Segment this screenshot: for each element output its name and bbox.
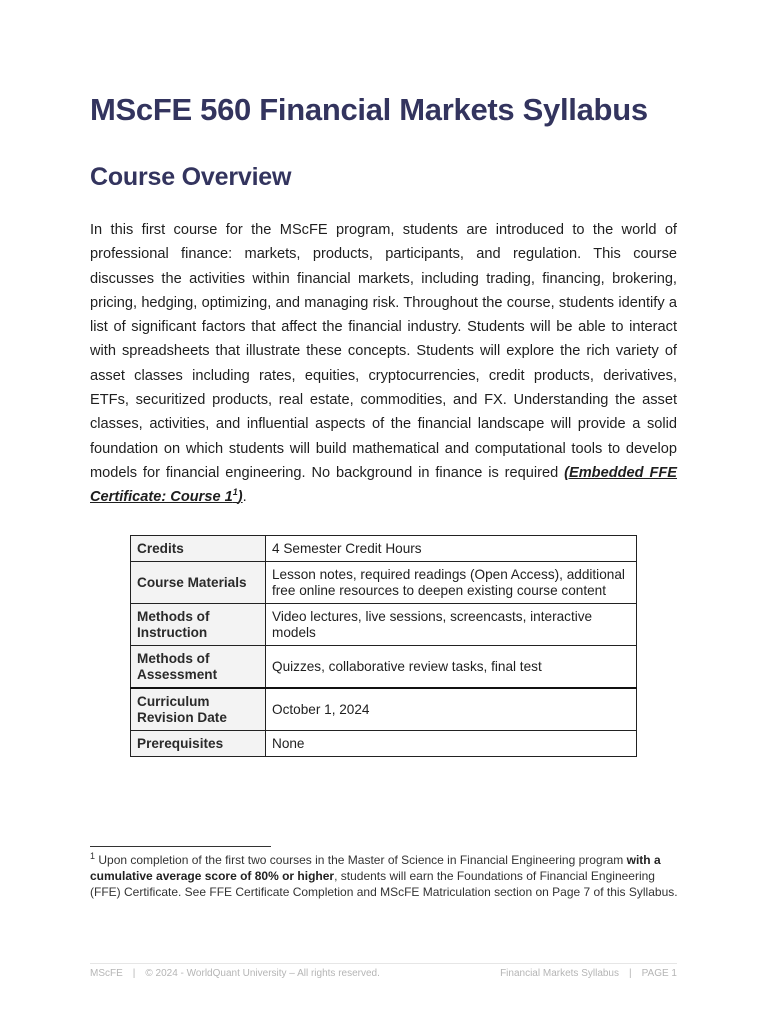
row-label-methods-of-instruction: Methods of Instruction xyxy=(131,604,266,646)
table-row xyxy=(131,688,637,731)
footer-document-name: Financial Markets Syllabus xyxy=(500,968,619,979)
row-value-course-materials: Lesson notes, required readings (Open Access), additional free online resources to deepen existing course content xyxy=(266,562,637,604)
row-label-curriculum-revision-date: Curriculum Revision Date xyxy=(131,688,266,731)
row-value-curriculum-revision-date: October 1, 2024 xyxy=(266,688,637,731)
row-label-methods-of-assessment: Methods of Assessment xyxy=(131,646,266,689)
row-label-course-materials: Course Materials xyxy=(131,562,266,604)
footnote-number: 1 xyxy=(90,851,96,861)
page-title: MScFE 560 Financial Markets Syllabus xyxy=(90,92,648,127)
overview-end: . xyxy=(242,489,247,506)
footnote xyxy=(90,852,680,900)
footer-page-number: PAGE 1 xyxy=(641,968,677,979)
table-row xyxy=(131,536,637,562)
footnote-marker[interactable]: 1 xyxy=(232,487,238,498)
footnote-text: Upon completion of the first two courses in the Master of Science in Financial Engineering program xyxy=(95,853,627,867)
row-value-methods-of-assessment: Quizzes, collaborative review tasks, final test xyxy=(266,646,637,689)
table-row xyxy=(131,731,637,757)
row-value-prerequisites: None xyxy=(266,731,637,757)
course-overview-paragraph xyxy=(90,218,677,510)
footnote-divider xyxy=(90,846,271,847)
footnote-text-end: , students will earn the Foundations of Financial Engineering (FFE) Certificate. See FFE Certificate Completion and MScFE Matriculation section on Page 7 of this Syllabus. xyxy=(90,869,678,899)
footer-right xyxy=(500,968,677,979)
table-row xyxy=(131,562,637,604)
page-footer xyxy=(90,963,677,979)
footer-program: MScFE xyxy=(90,968,123,979)
section-heading-course-overview: Course Overview xyxy=(90,163,292,191)
table-row xyxy=(131,604,637,646)
footnote-bold-text: with a cumulative average score of 80% or higher xyxy=(90,853,661,883)
footer-left xyxy=(90,968,380,979)
footer-separator: | xyxy=(629,968,632,979)
row-label-prerequisites: Prerequisites xyxy=(131,731,266,757)
footer-copyright: © 2024 - WorldQuant University – All rights reserved. xyxy=(145,968,380,979)
course-info-table xyxy=(130,535,637,757)
table-row xyxy=(131,646,637,689)
row-label-credits: Credits xyxy=(131,536,266,562)
footer-separator: | xyxy=(132,968,136,979)
row-value-methods-of-instruction: Video lectures, live sessions, screencasts, interactive models xyxy=(266,604,637,646)
certificate-reference-link[interactable]: (Embedded FFE Certificate: Course $1^1$) xyxy=(90,464,678,506)
overview-text: In this first course for the MScFE program, students are introduced to the world of professional finance: markets, products, participants, and regulation. This course discusses the activities within financial markets, including trading, financing, brokering, pricing, hedging, optimizing, and managing risk. Throughout the course, students identify a list of significant factors that affect the financial industry. Students will be able to interact with spreadsheets that illustrate these concepts. Students will explore the rich variety of asset classes including rates, equities, cryptocurrencies, credit products, derivatives, ETFs, securitized products, real estate, commodities, and FX. Understanding the asset classes, activities, and influential aspects of the financial landscape will provide a solid foundation on which students will build mathematical and computational tools to develop models for financial engineering. No background in finance is required xyxy=(90,222,677,481)
row-value-credits: 4 Semester Credit Hours xyxy=(266,536,637,562)
